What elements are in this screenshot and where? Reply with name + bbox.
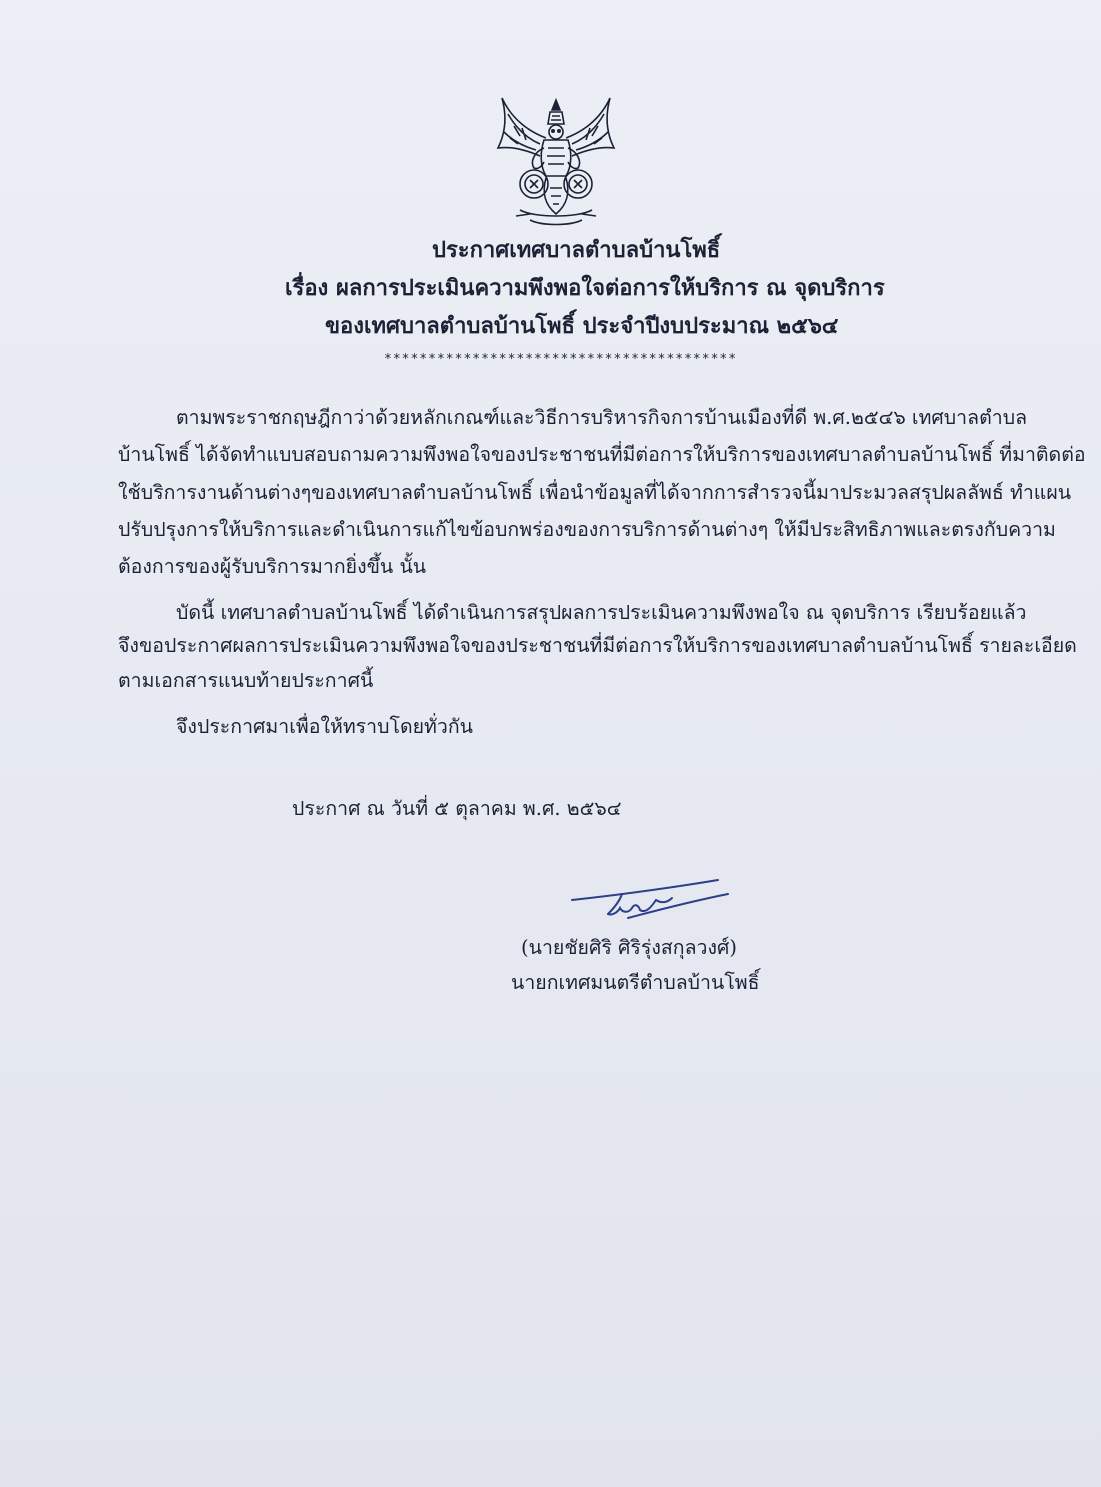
paragraph-line: ต้องการของผู้รับบริการมากยิ่งขึ้น นั้น [118,555,427,578]
garuda-emblem-icon [490,92,622,232]
announcement-date: ประกาศ ณ วันที่ ๕ ตุลาคม พ.ศ. ๒๕๖๔ [292,797,622,820]
handwritten-signature [568,870,738,925]
paragraph-line: ใช้บริการงานด้านต่างๆของเทศบาลตำบลบ้านโพธิ์ เพื่อนำข้อมูลที่ได้จากการสำรวจนี้มาประมวลสรุปผลลัพธ์ ทำแผน [118,481,1072,504]
paragraph-line: ตามเอกสารแนบท้ายประกาศนี้ [118,669,374,692]
paragraph-line: บ้านโพธิ์ ได้จัดทำแบบสอบถามความพึงพอใจของประชาชนที่มีต่อการให้บริการของเทศบาลตำบลบ้านโพธิ์ ที่มาติดต่อ [118,443,1086,466]
header-separator: **************************************** [384,352,738,367]
paragraph-line: ปรับปรุงการให้บริการและดำเนินการแก้ไขข้อบกพร่องของการบริการด้านต่างๆ ให้มีประสิทธิภาพและตรงกับความ [118,518,1056,541]
signer-name: (นายชัยศิริ ศิริรุ่งสกุลวงศ์) [521,936,737,959]
paragraph-line: ตามพระราชกฤษฎีกาว่าด้วยหลักเกณฑ์และวิธีการบริหารกิจการบ้านเมืองที่ดี พ.ศ.๒๕๔๖ เทศบาลตำบล [176,406,1028,429]
announcement-issuer: ประกาศเทศบาลตำบลบ้านโพธิ์ [432,237,721,263]
announcement-subject-continued: ของเทศบาลตำบลบ้านโพธิ์ ประจำปีงบประมาณ ๒๕๖๔ [325,313,839,339]
announcement-subject: เรื่อง ผลการประเมินความพึงพอใจต่อการให้บริการ ณ จุดบริการ [285,275,885,301]
closing-statement: จึงประกาศมาเพื่อให้ทราบโดยทั่วกัน [176,715,473,738]
paragraph-line: จึงขอประกาศผลการประเมินความพึงพอใจของประชาชนที่มีต่อการให้บริการของเทศบาลตำบลบ้านโพธิ์ รายละเอียด [118,634,1077,657]
paragraph-line: บัดนี้ เทศบาลตำบลบ้านโพธิ์ ได้ดำเนินการสรุปผลการประเมินความพึงพอใจ ณ จุดบริการ เรียบร้อยแล้ว [176,601,1027,624]
signer-position: นายกเทศมนตรีตำบลบ้านโพธิ์ [511,971,760,994]
